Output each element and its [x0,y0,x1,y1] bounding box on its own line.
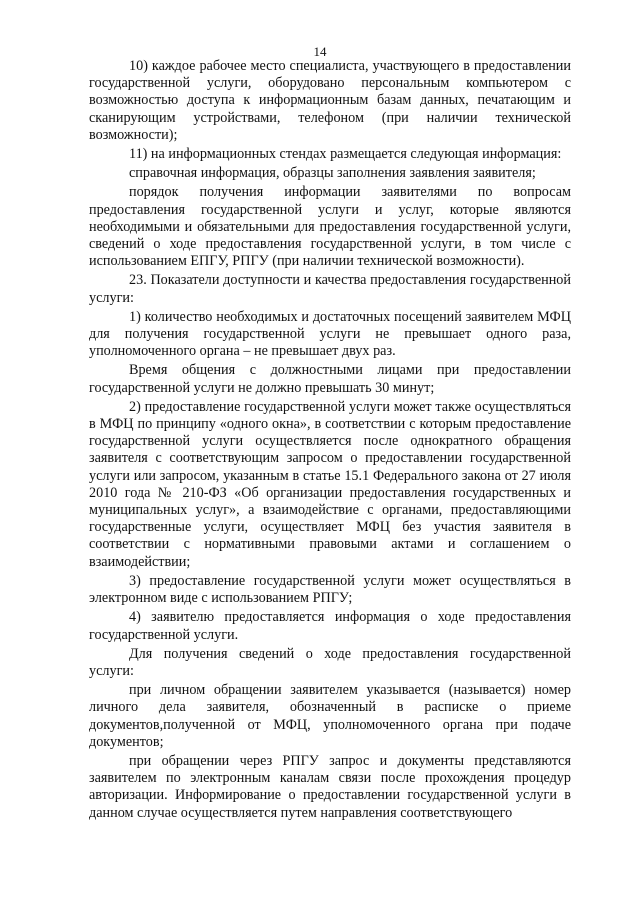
paragraph: Для получения сведений о ходе предоставления государственной услуги: [89,645,571,679]
paragraph: 3) предоставление государственной услуги может осуществляться в электронном виде с использованием РПГУ; [89,572,571,607]
paragraph: 2) предоставление государственной услуги может также осуществляться в МФЦ по принципу «одного окна», в соответствии с которым предоставление государственной услуги осуществляется после однократного обращения заявителя с соответствующим запросом о предоставлении государственной услуги или запросом, указанным в статье 15.1 Федерального закона от 27 июля 2010 года № 210-ФЗ «Об организации предоставления государственных и муниципальных услуг», а взаимодействие с органами, предоставляющими государственные услуги, осуществляет МФЦ без участия заявителя в соответствии с нормативными правовыми актами и соглашением о взаимодействии; [89,398,571,570]
paragraph: при обращении через РПГУ запрос и документы представляются заявителем по электронным каналам связи после прохождения процедур авторизации. Информирование о предоставлении государственной услуги в данном случае осуществляется путем направления соответствующего [89,752,571,821]
paragraph: 10) каждое рабочее место специалиста, участвующего в предоставлении государственной услуги, оборудовано персональным компьютером с возможностью доступа к информационным базам данных, печатающим и сканирующим устройствами, телефоном (при наличии технической возможности); [89,58,571,143]
paragraph: 4) заявителю предоставляется информация о ходе предоставления государственной услуги. [89,609,571,643]
paragraph: 1) количество необходимых и достаточных посещений заявителем МФЦ для получения государственной услуги не превышает одного раза, уполномоченного органа – не превышает двух раз. [89,308,571,360]
paragraph: 11) на информационных стендах размещается следующая информация: [129,146,562,163]
paragraph: при личном обращении заявителем указывается (называется) номер личного дела заявителя, обозначенный в расписке о приеме документов,полученной от МФЦ, уполномоченного органа при подаче документов; [89,682,571,750]
paragraph: Время общения с должностными лицами при предоставлении государственной услуги не должно превышать 30 минут; [89,362,571,396]
page-number: 14 [313,44,327,59]
paragraph: порядок получения информации заявителями по вопросам предоставления государственной услуги и услуг, которые являются необходимыми и обязательными для предоставления государственной услуги, сведений о ходе предоставления государственной услуги, в том числе с использованием ЕПГУ, РПГУ (при наличии технической возможности). [89,184,571,270]
paragraph: справочная информация, образцы заполнения заявления заявителя; [129,165,536,182]
document-body [89,58,571,824]
paragraph: 23. Показатели доступности и качества предоставления государственной услуги: [89,272,571,306]
